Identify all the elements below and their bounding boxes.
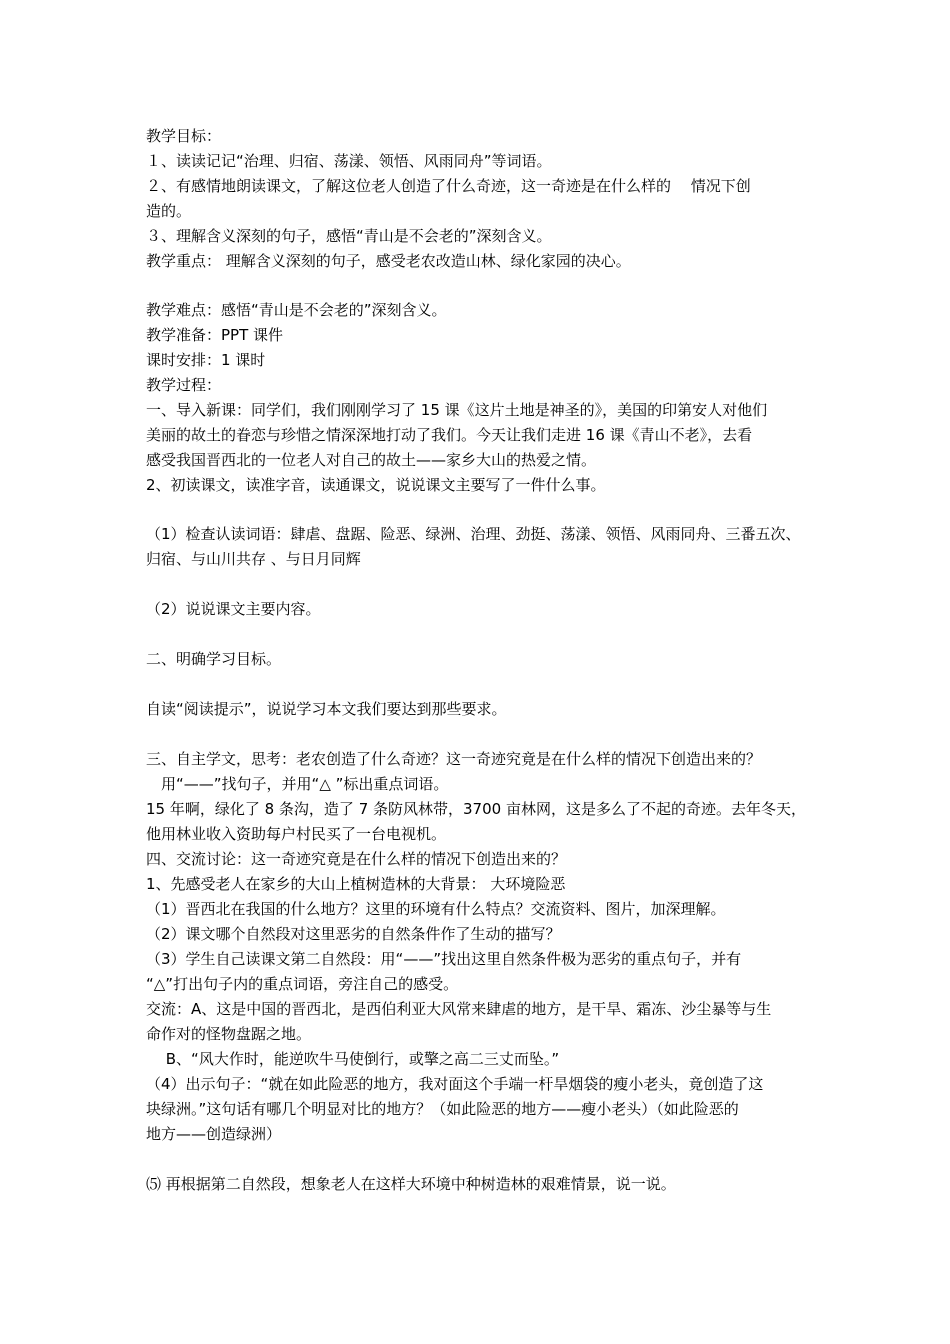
text-line: ３、理解含义深刻的句子，感悟“青山是不会老的”深刻含义。 <box>146 227 552 245</box>
text-line: ⑸ 再根据第二自然段，想象老人在这样大环境中种树造林的艰难情景，说一说。 <box>146 1175 676 1193</box>
text-line: （2）课文哪个自然段对这里恶劣的自然条件作了生动的描写？ <box>146 925 561 943</box>
text-line: 教学过程： <box>146 376 222 394</box>
text-line: 造的。 <box>146 202 192 220</box>
text-line: （3）学生自己读课文第二自然段：用“——”找出这里自然条件极为恶劣的重点句子，并有 <box>146 950 742 968</box>
text-line: 一、导入新课：同学们，我们刚刚学习了 15 课《这片土地是神圣的》，美国的印第安人对他们 <box>146 401 768 419</box>
text-line: （1）晋西北在我国的什么地方？这里的环境有什么特点？交流资料、图片，加深理解。 <box>146 900 726 918</box>
text-line: １、读读记记“治理、归宿、荡漾、领悟、风雨同舟”等词语。 <box>146 152 552 170</box>
text-line: 四、交流讨论：这一奇迹究竟是在什么样的情况下创造出来的？ <box>146 850 567 868</box>
text-line: 命作对的怪物盘踞之地。 <box>146 1025 312 1043</box>
text-line: 地方——创造绿洲） <box>146 1125 282 1143</box>
text-line: 他用林业收入资助每户村民买了一台电视机。 <box>146 825 447 843</box>
text-line: 1、先感受老人在家乡的大山上植树造林的大背景： 大环境险恶 <box>146 875 566 893</box>
text-line: 15 年啊，绿化了 8 条沟，造了 7 条防风林带，3700 亩林网，这是多么了不起的奇迹。去年冬天， <box>146 800 806 818</box>
text-line: （1）检查认读词语：肆虐、盘踞、险恶、绿洲、治理、劲挺、荡漾、领悟、风雨同舟、三番五次、 <box>146 525 801 543</box>
text-line: 教学重点： 理解含义深刻的句子，感受老农改造山林、绿化家园的决心。 <box>146 252 631 270</box>
text-line: 2、初读课文，读准字音，读通课文，说说课文主要写了一件什么事。 <box>146 476 606 494</box>
text-line: 用“——”找句子，并用“△ ”标出重点词语。 <box>146 775 449 793</box>
text-line: “△”打出句子内的重点词语，旁注自己的感受。 <box>146 975 459 993</box>
text-line: 教学难点：感悟“青山是不会老的”深刻含义。 <box>146 301 447 319</box>
text-line: 交流：A、这是中国的晋西北，是西伯利亚大风常来肆虐的地方，是干旱、霜冻、沙尘暴等与生 <box>146 1000 772 1018</box>
text-line: 三、自主学文，思考：老农创造了什么奇迹？这一奇迹究竟是在什么样的情况下创造出来的？ <box>146 750 762 768</box>
text-line: 课时安排：1 课时 <box>146 351 266 369</box>
text-line: 感受我国晋西北的一位老人对自己的故土——家乡大山的热爱之情。 <box>146 451 597 469</box>
text-line: 教学准备：PPT 课件 <box>146 326 284 344</box>
text-line: ２、有感情地朗读课文，了解这位老人创造了什么奇迹，这一奇迹是在什么样的 情况下创 <box>146 177 751 195</box>
text-line: 自读“阅读提示”，说说学习本文我们要达到那些要求。 <box>146 700 507 718</box>
text-line: 块绿洲。”这句话有哪几个明显对比的地方？（如此险恶的地方——瘦小老头）（如此险恶的 <box>146 1100 739 1118</box>
text-line: B、“风大作时，能逆吹牛马使倒行，或擎之高二三丈而坠。” <box>146 1050 560 1068</box>
text-line: （4）出示句子：“就在如此险恶的地方，我对面这个手端一杆旱烟袋的瘦小老头，竟创造了这 <box>146 1075 764 1093</box>
text-line: 美丽的故土的眷恋与珍惜之情深深地打动了我们。今天让我们走进 16 课《青山不老》，去看 <box>146 426 753 444</box>
text-line: （2）说说课文主要内容。 <box>146 600 321 618</box>
text-line: 二、明确学习目标。 <box>146 650 282 668</box>
text-line: 归宿、与山川共存 、与日月同辉 <box>146 550 361 568</box>
text-line: 教学目标： <box>146 127 222 145</box>
